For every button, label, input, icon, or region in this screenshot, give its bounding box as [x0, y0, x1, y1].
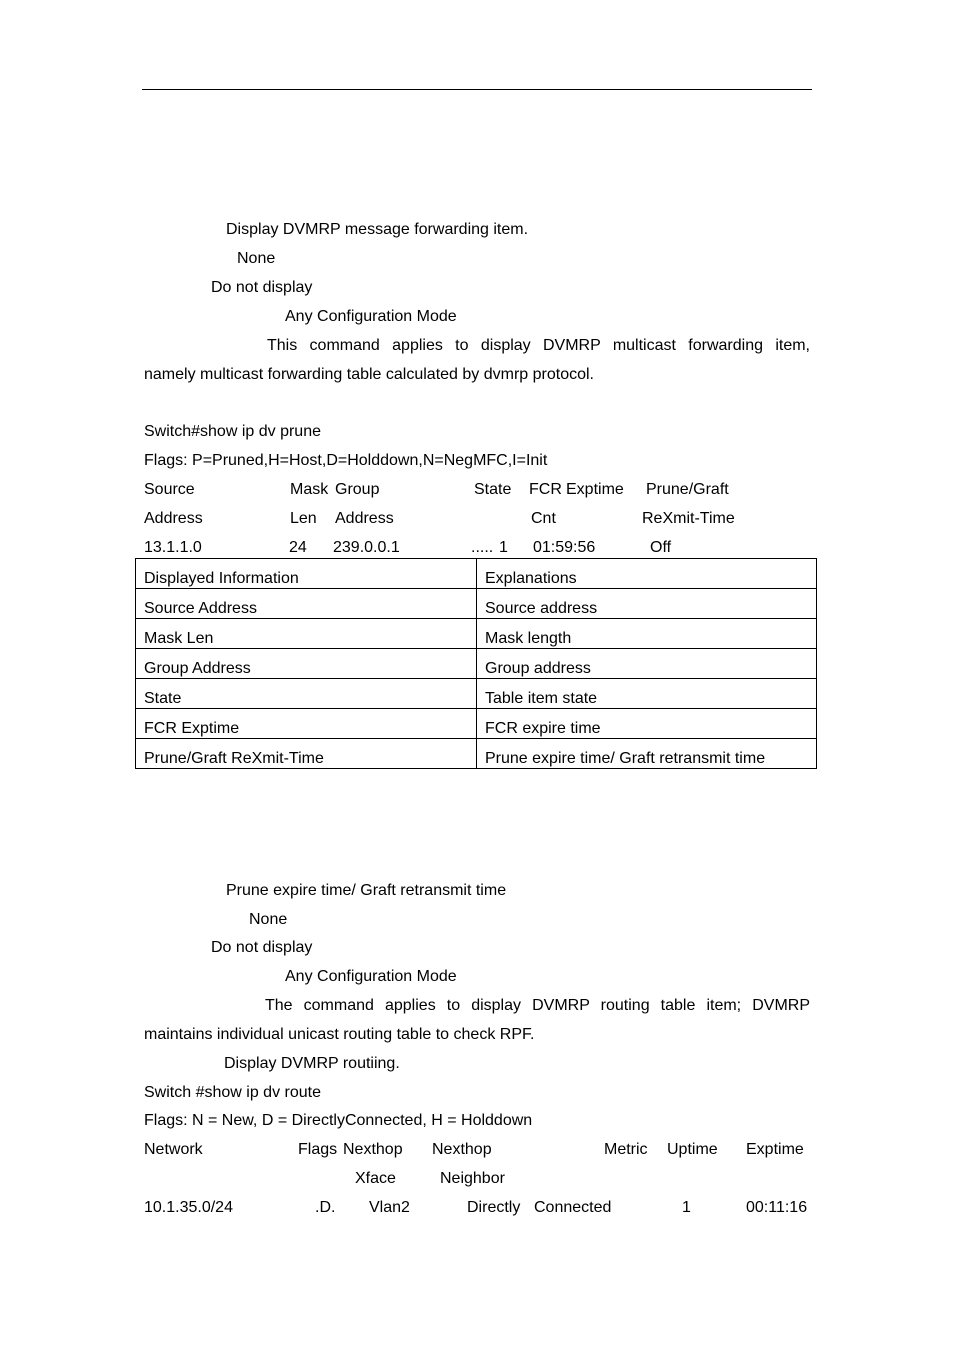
table-cell: Group Address — [136, 649, 477, 679]
cmd1-row-state: ..... — [471, 539, 494, 556]
cmd1-row-group: 239.0.0.1 — [333, 539, 400, 556]
cmd2-row-neighbor-2: Connected — [534, 1199, 612, 1216]
explanation-table — [135, 558, 817, 769]
cmd2-row-metric: 1 — [682, 1199, 691, 1216]
cmd1-row-exptime: 01:59:56 — [533, 539, 596, 556]
table-header-cell: Explanations — [477, 559, 817, 589]
cmd1-row-rexmit: Off — [650, 539, 672, 556]
cmd1-usage-line2: namely multicast forwarding table calculated by dvmrp protocol. — [144, 366, 594, 383]
cmd1-col-rexmit-time: ReXmit-Time — [642, 510, 735, 527]
table-cell: FCR expire time — [477, 709, 817, 739]
cmd1-parameter: None — [237, 250, 276, 267]
cmd1-row-cnt: 1 — [499, 539, 508, 556]
cmd2-example-command: Switch #show ip dv route — [144, 1084, 321, 1101]
table-cell: Source Address — [136, 589, 477, 619]
cmd2-row-neighbor: Directly — [467, 1199, 521, 1216]
table-header-row — [136, 559, 817, 589]
cmd1-function: Display DVMRP message forwarding item. — [226, 221, 529, 238]
table-row — [136, 649, 817, 679]
cmd2-example-description: Display DVMRP routiing. — [224, 1055, 400, 1072]
table-row — [136, 679, 817, 709]
cmd1-col-address: Address — [144, 510, 203, 527]
cmd2-col-neighbor: Neighbor — [440, 1170, 505, 1187]
cmd1-col-group: Group — [335, 481, 380, 498]
cmd2-usage-line2: maintains individual unicast routing table to check RPF. — [144, 1026, 535, 1043]
cmd2-col-exptime: Exptime — [746, 1141, 804, 1158]
cmd2-col-nexthop: Nexthop — [343, 1141, 403, 1158]
table-cell: Prune expire time/ Graft retransmit time — [477, 739, 817, 769]
header-rule — [142, 89, 812, 90]
cmd2-default: Do not display — [211, 939, 313, 956]
table-cell: Table item state — [477, 679, 817, 709]
cmd1-usage-line1: This command applies to display DVMRP multicast forwarding item, — [267, 337, 810, 354]
cmd1-row-source: 13.1.1.0 — [144, 539, 202, 556]
table-cell: Source address — [477, 589, 817, 619]
cmd2-parameter: None — [249, 911, 288, 928]
cmd2-usage-line1: The command applies to display DVMRP routing table item; DVMRP — [265, 997, 810, 1014]
cmd2-col-xface: Xface — [355, 1170, 396, 1187]
cmd2-function: Prune expire time/ Graft retransmit time — [226, 882, 507, 899]
table-header-cell: Displayed Information — [136, 559, 477, 589]
cmd1-example-command: Switch#show ip dv prune — [144, 423, 321, 440]
cmd1-col-exptime: Exptime — [566, 481, 624, 498]
cmd2-col-flags: Flags — [298, 1141, 338, 1158]
table-row — [136, 739, 817, 769]
cmd2-col-network: Network — [144, 1141, 203, 1158]
table-row — [136, 709, 817, 739]
cmd2-row-network: 10.1.35.0/24 — [144, 1199, 233, 1216]
cmd2-flags-legend: Flags: N = New, D = DirectlyConnected, H = Holddown — [144, 1112, 533, 1129]
table-cell: State — [136, 679, 477, 709]
cmd2-row-exptime: 00:11:16 — [746, 1199, 808, 1216]
cmd1-col-fcr: FCR — [529, 481, 562, 498]
table-cell: Prune/Graft ReXmit-Time — [136, 739, 477, 769]
cmd1-col-state: State — [474, 481, 512, 498]
cmd1-col-mask: Mask — [290, 481, 329, 498]
table-row — [136, 619, 817, 649]
cmd2-col-metric: Metric — [604, 1141, 648, 1158]
table-row — [136, 589, 817, 619]
cmd2-row-flags: .D. — [315, 1199, 336, 1216]
cmd1-col-source: Source — [144, 481, 195, 498]
cmd1-col-group-address: Address — [335, 510, 394, 527]
table-cell: Mask Len — [136, 619, 477, 649]
cmd2-col-uptime: Uptime — [667, 1141, 718, 1158]
cmd1-col-cnt: Cnt — [531, 510, 556, 527]
cmd2-col-nexthop-2: Nexthop — [432, 1141, 492, 1158]
cmd1-default: Do not display — [211, 279, 313, 296]
cmd2-mode: Any Configuration Mode — [285, 968, 457, 985]
table-cell: FCR Exptime — [136, 709, 477, 739]
cmd2-row-xface: Vlan2 — [369, 1199, 410, 1216]
table-cell: Group address — [477, 649, 817, 679]
cmd1-row-len: 24 — [289, 539, 307, 556]
cmd1-col-len: Len — [290, 510, 317, 527]
cmd1-col-prune-graft: Prune/Graft — [646, 481, 729, 498]
cmd1-flags-legend: Flags: P=Pruned,H=Host,D=Holddown,N=NegMFC,I=Init — [144, 452, 548, 469]
cmd1-mode: Any Configuration Mode — [285, 308, 457, 325]
table-cell: Mask length — [477, 619, 817, 649]
